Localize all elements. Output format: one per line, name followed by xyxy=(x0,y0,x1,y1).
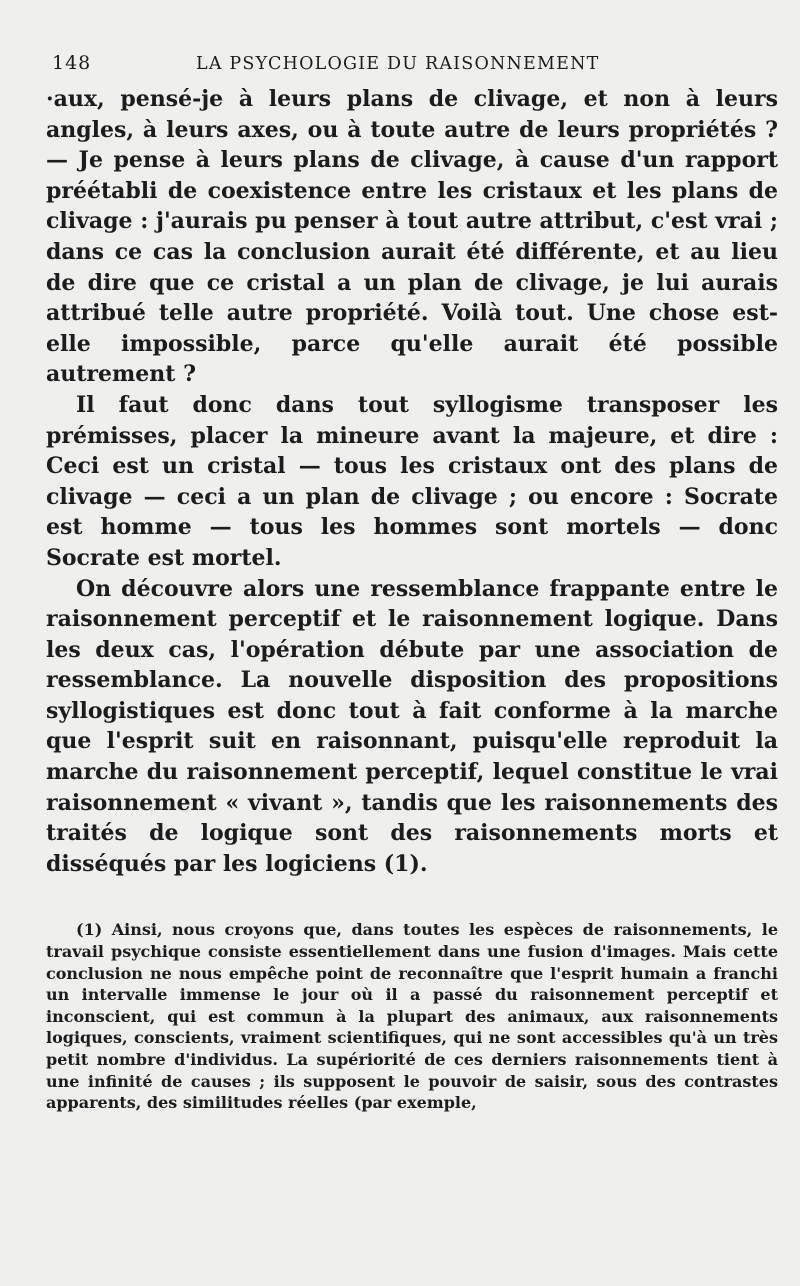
page-number: 148 xyxy=(52,52,92,74)
body-text xyxy=(46,84,778,879)
footnote: (1) Ainsi, nous croyons que, dans toutes les espèces de raisonnements, le travail psychique consiste essentiellement dans une fusion d'images. Mais cette conclusion ne nous empêche point de reconnaître que l'esprit humain a franchi un intervalle immense le jour où il a passé du raisonnement perceptif et inconscient, qui est commun à la plupart des animaux, aux raisonnements logiques, conscients, vraiment scientifiques, qui ne sont accessibles qu'à un très petit nombre d'individus. La supériorité de ces derniers raisonnements tient à une infinité de causes ; ils supposent le pouvoir de saisir, sous des contrastes apparents, des similitudes réelles (par exemple, xyxy=(46,920,778,1113)
book-page xyxy=(46,50,778,1114)
running-head xyxy=(46,50,778,84)
paragraph-continued: ·aux, pensé-je à leurs plans de clivage, et non à leurs angles, à leurs axes, ou à toute autre de leurs propriétés ? — Je pense à leurs plans de clivage, à cause d'un rapport préétabli de coexistence entre les cristaux et les plans de clivage : j'aurais pu penser à tout autre attribut, c'est vrai ; dans ce cas la conclusion aurait été différente, et au lieu de dire que ce cristal a un plan de clivage, je lui aurais attribué telle autre propriété. Voilà tout. Une chose est-elle impossible, parce qu'elle aurait été possible autrement ? xyxy=(46,86,778,388)
paragraph-syllogism: Il faut donc dans tout syllogisme transposer les prémisses, placer la mineure avant la majeure, et dire : Ceci est un cristal — tous les cristaux ont des plans de clivage — ceci a un plan de clivage ; ou encore : Socrate est homme — tous les hommes sont mortels — donc Socrate est mortel. xyxy=(46,391,778,571)
paragraph-resemblance: On découvre alors une ressemblance frappante entre le raisonnement perceptif et le raisonnement logique. Dans les deux cas, l'opération débute par une association de ressemblance. La nouvelle disposition des propositions syllogistiques est donc tout à fait conforme à la marche que l'esprit suit en raisonnant, puisqu'elle reproduit la marche du raisonnement perceptif, lequel constitue le vrai raisonnement « vivant », tandis que les raisonnements des traités de logique sont des raisonnements morts et disséqués par les logiciens (1). xyxy=(46,575,778,877)
running-title: LA PSYCHOLOGIE DU RAISONNEMENT xyxy=(196,54,600,74)
